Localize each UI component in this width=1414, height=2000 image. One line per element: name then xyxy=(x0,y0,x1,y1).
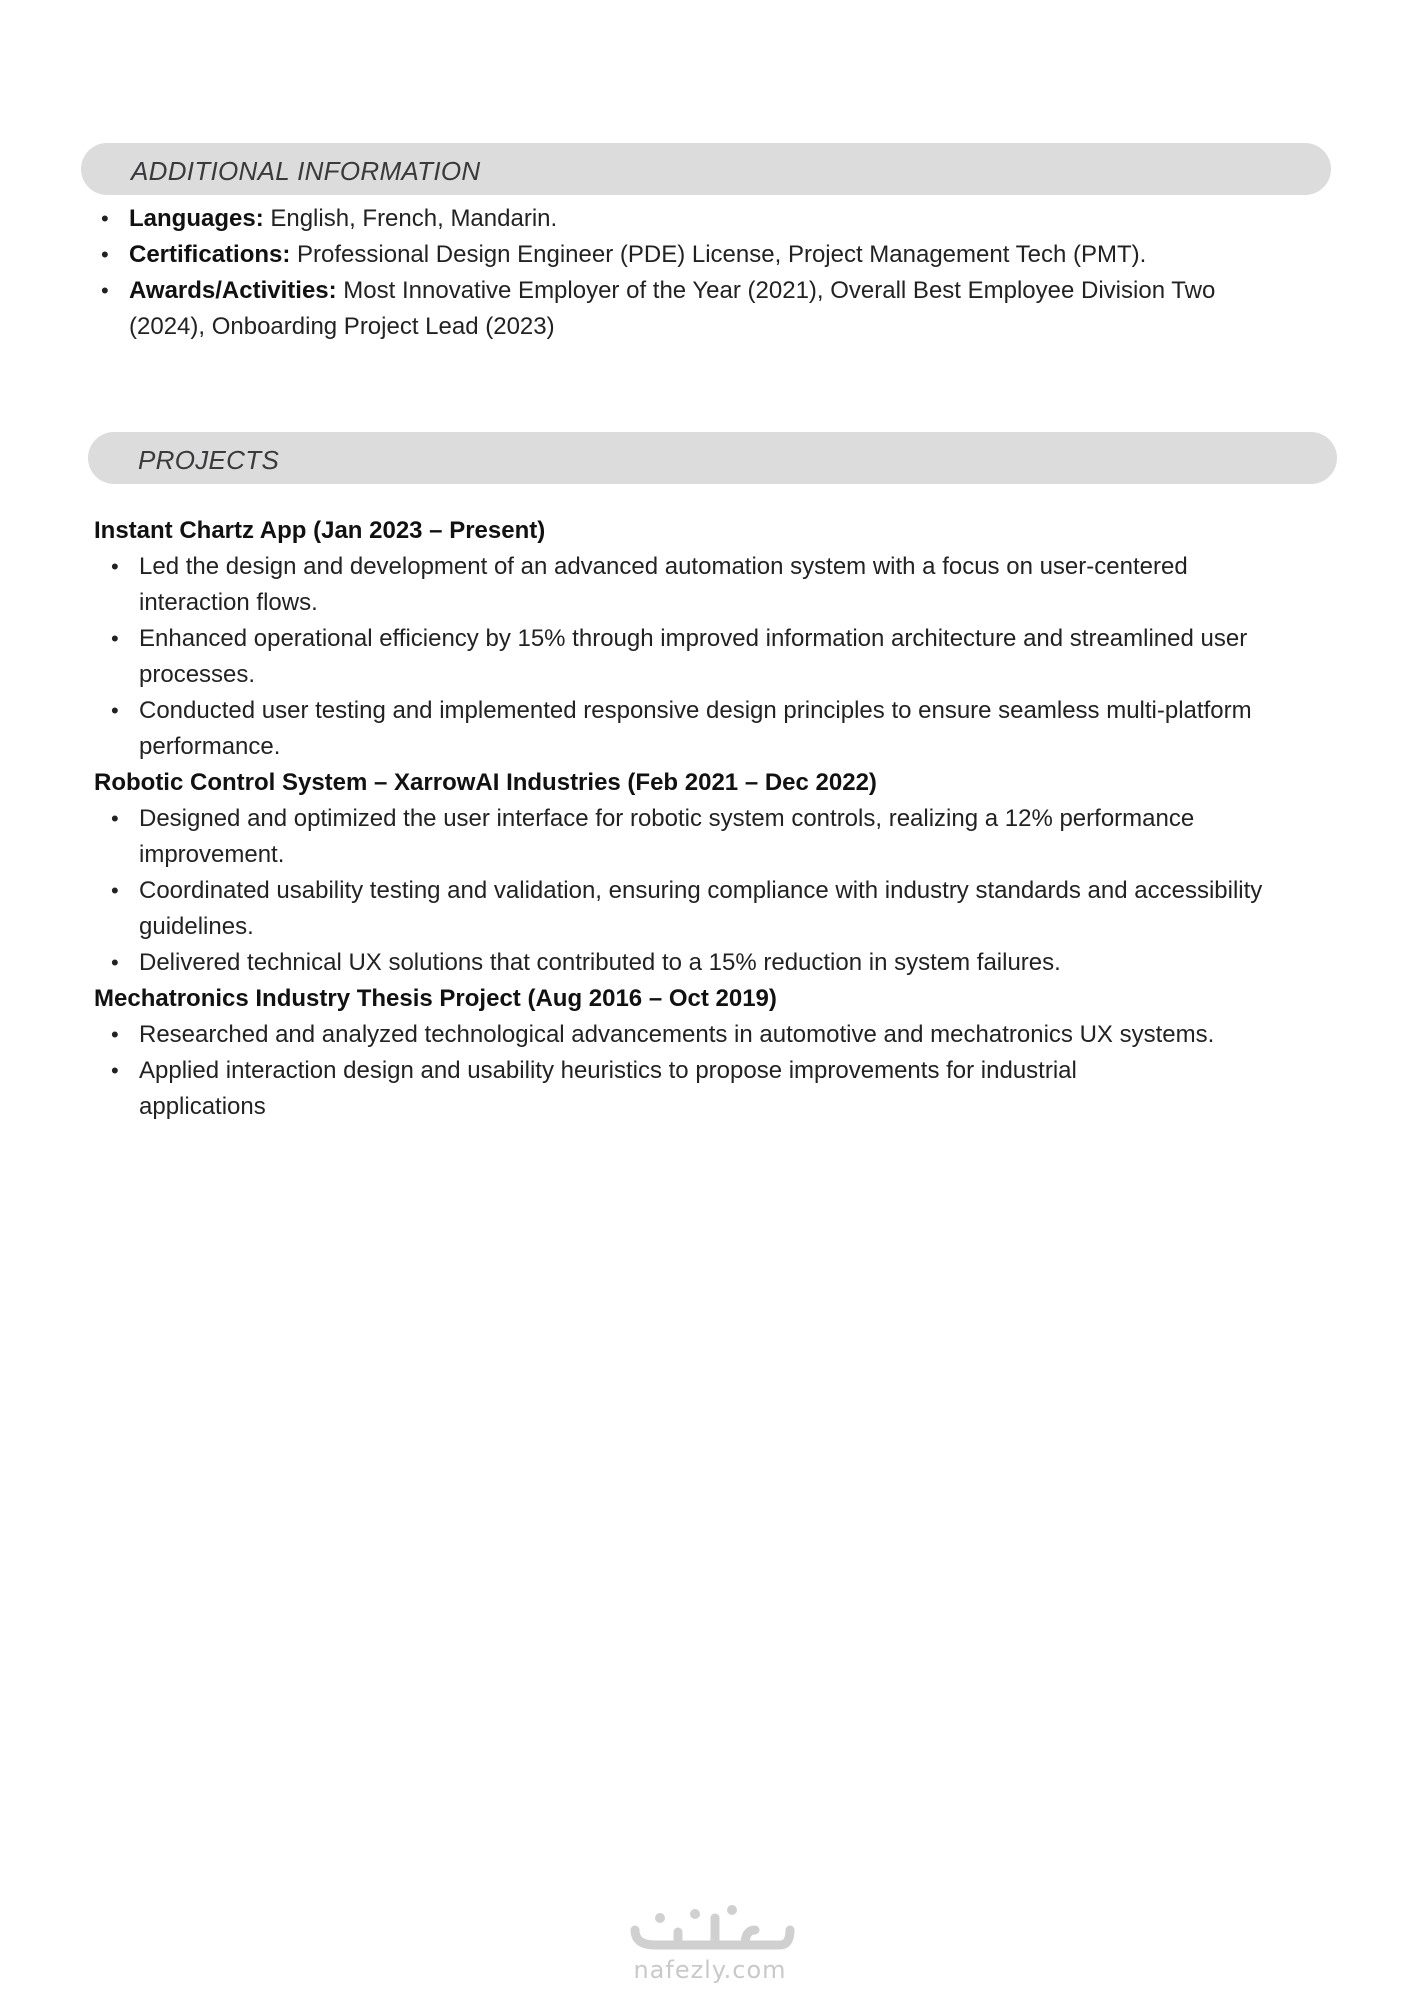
projects-header xyxy=(88,432,1337,484)
list-item: • Led the design and development of an advanced automation system with a focus on user-centered interaction flows. xyxy=(111,553,1188,616)
nafezly-logo-icon xyxy=(620,1900,800,1956)
project-heading: Mechatronics Industry Thesis Project (Aug 2016 – Oct 2019) xyxy=(94,985,777,1012)
list-item: • Conducted user testing and implemented responsive design principles to ensure seamless multi-platform performance. xyxy=(111,697,1252,760)
list-item: • Delivered technical UX solutions that contributed to a 15% reduction in system failures. xyxy=(111,949,1061,976)
additional-info-header xyxy=(81,143,1331,195)
project-heading: Robotic Control System – XarrowAI Industries (Feb 2021 – Dec 2022) xyxy=(94,769,877,796)
list-item: • Enhanced operational efficiency by 15% through improved information architecture and streamlined user processes. xyxy=(111,625,1248,688)
nafezly-watermark xyxy=(600,1900,820,1984)
project-bullets xyxy=(94,549,1289,765)
list-item: • Languages: English, French, Mandarin. xyxy=(101,205,558,232)
projects-title: PROJECTS xyxy=(138,445,280,475)
project-bullets xyxy=(94,801,1289,981)
project-heading: Instant Chartz App (Jan 2023 – Present) xyxy=(94,517,546,544)
item-label: Languages: xyxy=(129,205,264,232)
watermark-text: nafezly.com xyxy=(633,1956,787,1984)
list-item: • Applied interaction design and usability heuristics to propose improvements for industrial applications xyxy=(111,1057,1077,1120)
item-text: Most Innovative Employer of the Year (2021), Overall Best Employee Division Two (2024), Onboarding Project Lead (2023) xyxy=(129,277,1216,340)
list-item: • Coordinated usability testing and validation, ensuring compliance with industry standards and accessibility guidelines. xyxy=(111,877,1263,940)
item-text: Professional Design Engineer (PDE) License, Project Management Tech (PMT). xyxy=(290,241,1147,268)
list-item: • Designed and optimized the user interface for robotic system controls, realizing a 12% performance improvement. xyxy=(111,805,1195,868)
project-bullets xyxy=(94,1017,1269,1125)
item-label: Certifications: xyxy=(129,241,291,268)
additional-info-title: ADDITIONAL INFORMATION xyxy=(131,156,481,186)
projects-section xyxy=(94,513,1294,1125)
list-item: • Awards/Activities: Most Innovative Employer of the Year (2021), Overall Best Employee Division Two (2024), Onboarding Project Lead (2023) xyxy=(101,277,1216,340)
list-item: • Researched and analyzed technological advancements in automotive and mechatronics UX systems. xyxy=(111,1021,1215,1048)
additional-info-list xyxy=(101,201,1269,345)
item-label: Awards/Activities: xyxy=(129,277,337,304)
item-text: English, French, Mandarin. xyxy=(263,205,558,232)
list-item: • Certifications: Professional Design Engineer (PDE) License, Project Management Tech (PMT). xyxy=(101,241,1147,268)
